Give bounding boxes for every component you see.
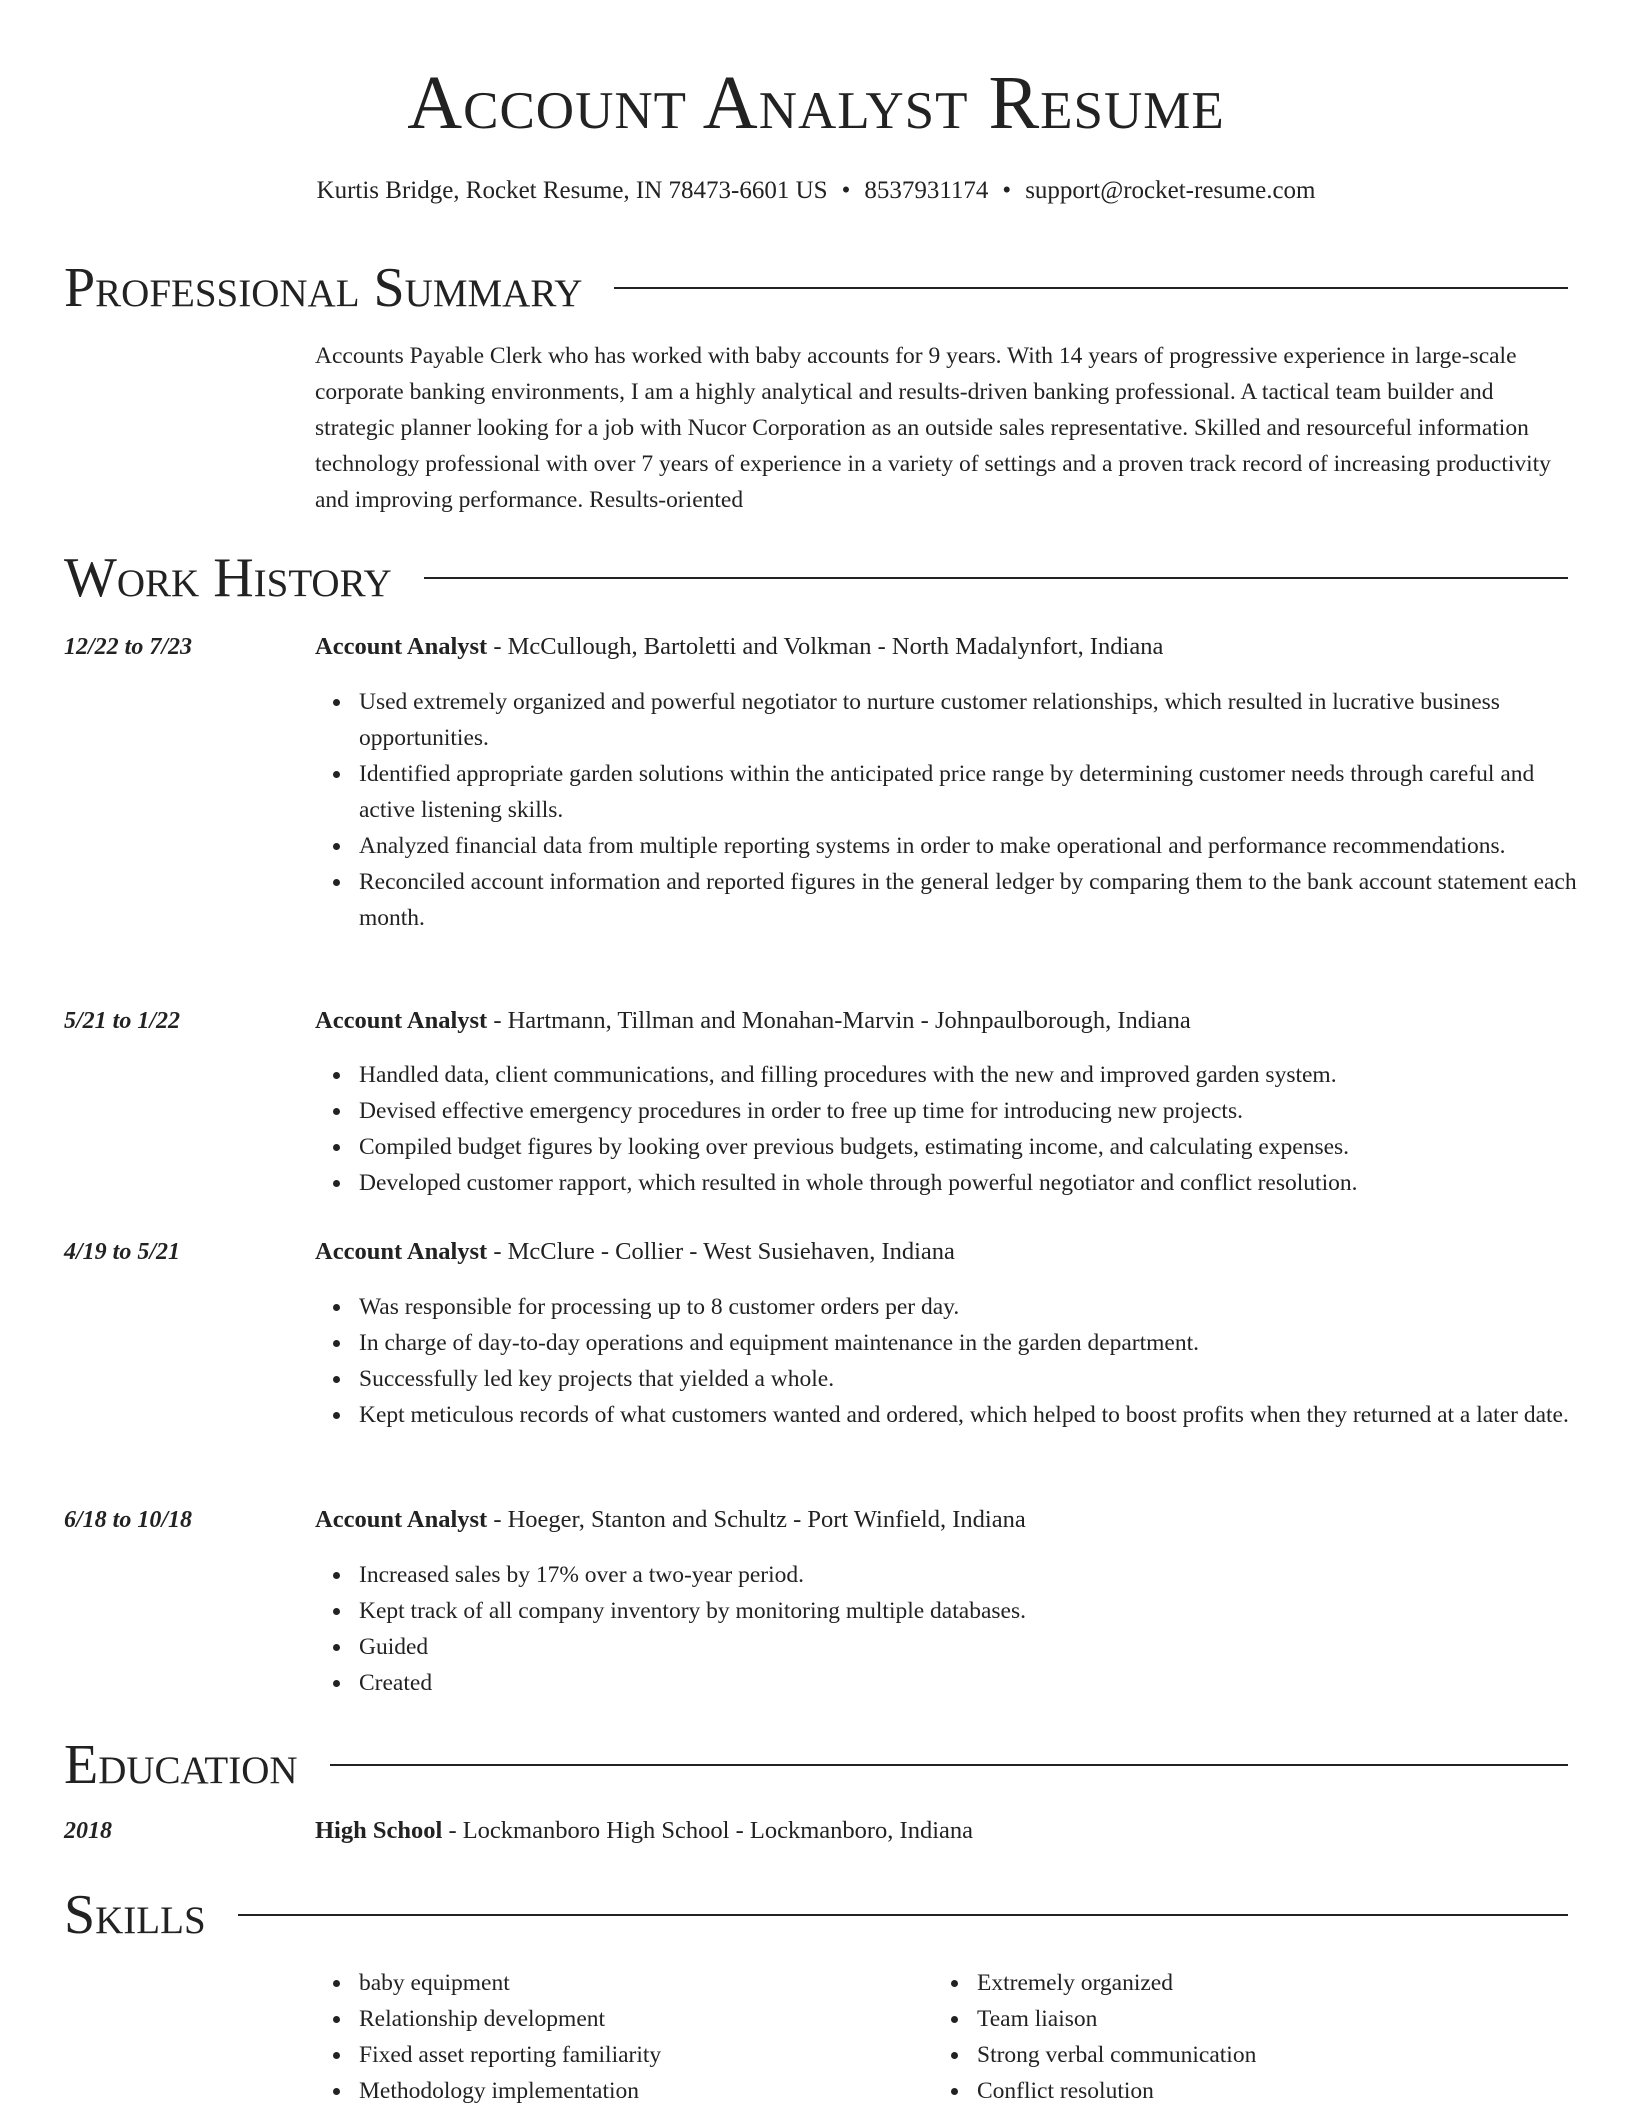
contact-line [0, 174, 1632, 208]
job-bullet-list [315, 1057, 1577, 1201]
contact-email: support@rocket-resume.com [1025, 177, 1316, 204]
list-item: In charge of day-to-day operations and equipment maintenance in the garden department. [359, 1325, 1577, 1361]
contact-phone: 8537931174 [864, 177, 989, 204]
job-role: Account Analyst [315, 633, 488, 660]
section-title-education: Education [64, 1734, 298, 1796]
list-item: Kept meticulous records of what customers wanted and ordered, which helped to boost profits when they returned at a later date. [359, 1397, 1577, 1433]
job-date: 4/19 to 5/21 [64, 1239, 181, 1265]
job-heading [315, 1003, 1585, 1039]
job-heading [315, 1502, 1585, 1538]
skill-item: Strong verbal communication [977, 2037, 1256, 2073]
contact-address: Kurtis Bridge, Rocket Resume, IN 78473-6601 US [316, 177, 828, 204]
section-title-summary: Professional Summary [64, 257, 583, 319]
list-item: Analyzed financial data from multiple reporting systems in order to make operational and performance recommendations. [359, 828, 1577, 864]
job-details: - Hartmann, Tillman and Monahan-Marvin - Johnpaulborough, Indiana [487, 1007, 1191, 1034]
summary-text: Accounts Payable Clerk who has worked with baby accounts for 9 years. With 14 years of progressive experience in large-scale corporate banking environments, I am a highly analytical and results-driven banking professional. A tactical team builder and strategic planner looking for a job with Nucor Corporation as an outside sales representative. Skilled and resourceful information technology professional with over 7 years of experience in a variety of settings and a proven track record of increasing productivity and improving performance. Results-oriented [315, 343, 1551, 513]
list-item: Used extremely organized and powerful negotiator to nurture customer relationships, which resulted in lucrative business opportunities. [359, 684, 1577, 756]
job-date: 6/18 to 10/18 [64, 1507, 193, 1533]
skill-item: Relationship development [359, 2001, 661, 2037]
list-item: Developed customer rapport, which resulted in whole through powerful negotiator and conflict resolution. [359, 1165, 1577, 1201]
skill-item: Fixed asset reporting familiarity [359, 2037, 661, 2073]
section-title-work: Work History [64, 547, 392, 609]
skill-item: baby equipment [359, 1965, 661, 2001]
list-item: Kept track of all company inventory by monitoring multiple databases. [359, 1593, 1577, 1629]
list-item: Increased sales by 17% over a two-year period. [359, 1557, 1577, 1593]
list-item: Was responsible for processing up to 8 customer orders per day. [359, 1289, 1577, 1325]
job-date: 12/22 to 7/23 [64, 634, 193, 660]
job-heading [315, 1234, 1585, 1270]
skill-item: Methodology implementation [359, 2073, 661, 2109]
resume-title: Account Analyst Resume [407, 61, 1225, 145]
list-item: Compiled budget figures by looking over previous budgets, estimating income, and calculating expenses. [359, 1129, 1577, 1165]
education-heading [315, 1813, 1585, 1849]
section-title-skills: Skills [64, 1884, 206, 1946]
job-details: - Hoeger, Stanton and Schultz - Port Winfield, Indiana [487, 1506, 1026, 1533]
list-item: Identified appropriate garden solutions within the anticipated price range by determining customer needs through careful and active listening skills. [359, 756, 1577, 828]
skills-section-header [64, 1880, 1568, 1950]
job-heading [315, 629, 1585, 665]
skill-item: Conflict resolution [977, 2073, 1256, 2109]
list-item: Reconciled account information and reported figures in the general ledger by comparing them to the bank account statement each month. [359, 864, 1577, 936]
skills-list-right [933, 1965, 1256, 2109]
skill-item: Team liaison [977, 2001, 1256, 2037]
work-section-header [64, 543, 1568, 613]
list-item: Guided [359, 1629, 1577, 1665]
job-role: Account Analyst [315, 1238, 488, 1265]
job-bullet-list [315, 1557, 1577, 1701]
skill-item: Extremely organized [977, 1965, 1256, 2001]
skills-list-left [315, 1965, 661, 2109]
list-item: Devised effective emergency procedures in order to free up time for introducing new projects. [359, 1093, 1577, 1129]
education-details: - Lockmanboro High School - Lockmanboro, Indiana [442, 1817, 974, 1844]
summary-section-header [64, 253, 1568, 323]
list-item: Handled data, client communications, and filling procedures with the new and improved garden system. [359, 1057, 1577, 1093]
list-item: Created [359, 1665, 1577, 1701]
contact-separator: • [1002, 177, 1012, 204]
job-role: Account Analyst [315, 1007, 488, 1034]
job-details: - McCullough, Bartoletti and Volkman - North Madalynfort, Indiana [487, 633, 1164, 660]
job-date: 5/21 to 1/22 [64, 1008, 181, 1034]
list-item: Successfully led key projects that yielded a whole. [359, 1361, 1577, 1397]
job-role: Account Analyst [315, 1506, 488, 1533]
education-section-header [64, 1730, 1568, 1800]
section-divider [424, 577, 1568, 579]
section-divider [614, 287, 1568, 289]
education-degree: High School [315, 1817, 443, 1844]
job-bullet-list [315, 684, 1577, 936]
job-bullet-list [315, 1289, 1577, 1433]
job-details: - McClure - Collier - West Susiehaven, Indiana [487, 1238, 955, 1265]
education-date: 2018 [64, 1818, 112, 1844]
section-divider [330, 1764, 1568, 1766]
contact-separator: • [841, 177, 851, 204]
section-divider [238, 1914, 1568, 1916]
